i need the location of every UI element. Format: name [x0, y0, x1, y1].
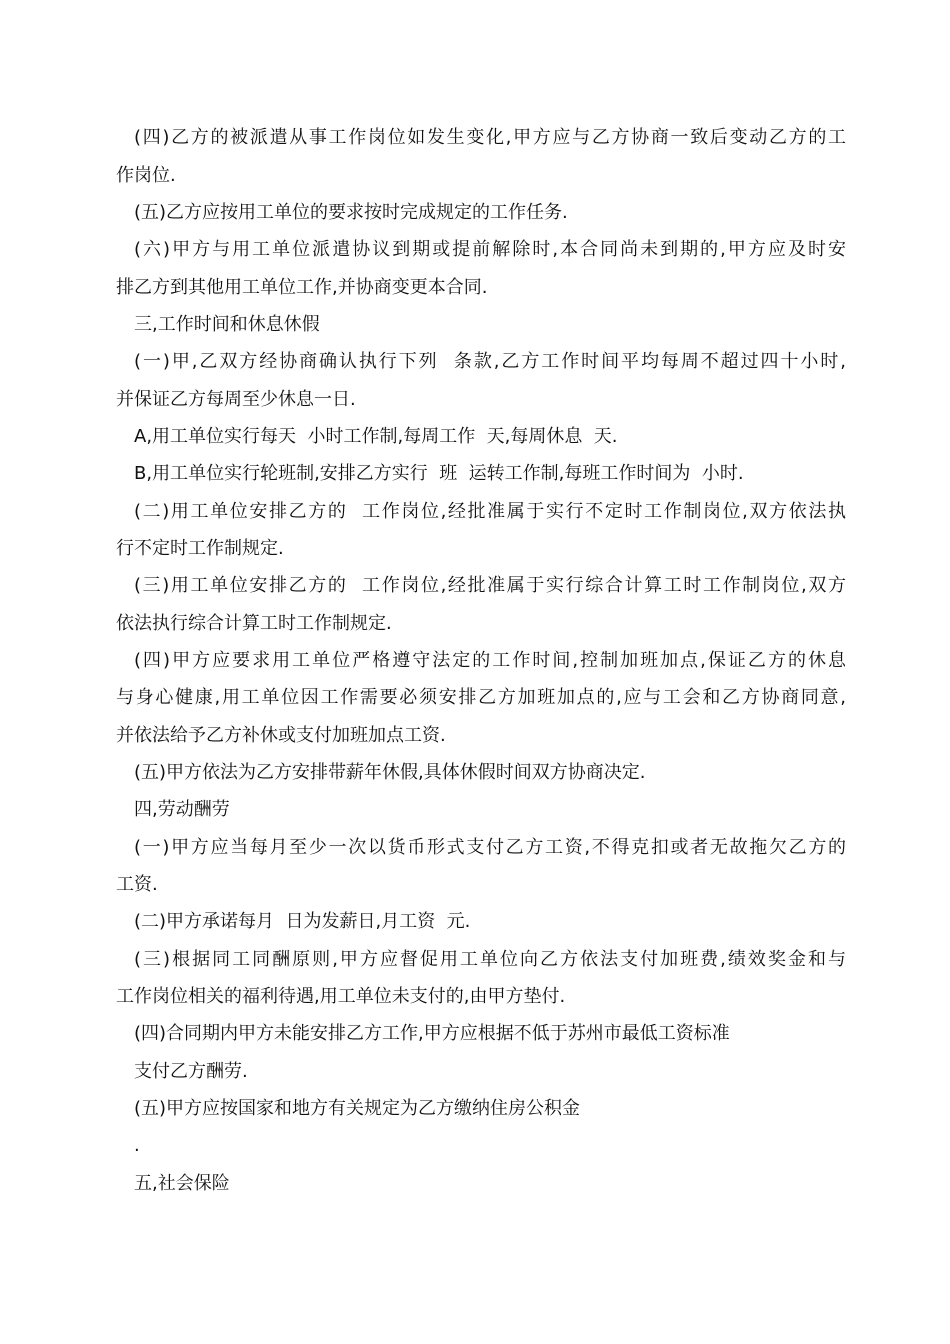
section-heading: 四,劳动酬劳	[134, 799, 230, 820]
text-line: (一)甲方应当每月至少一次以货币形式支付乙方工资,不得克扣或者无故拖欠乙方的	[134, 837, 846, 858]
text-line: 工作岗位相关的福利待遇,用工单位未支付的,由甲方垫付.	[116, 986, 566, 1007]
text-line: (五)乙方应按用工单位的要求按时完成规定的工作任务.	[134, 202, 568, 223]
text-line: 作岗位.	[116, 165, 176, 186]
text-line: (三)用工单位安排乙方的 工作岗位,经批准属于实行综合计算工时工作制岗位,双方	[134, 575, 846, 596]
text-line: (四)甲方应要求用工单位严格遵守法定的工作时间,控制加班加点,保证乙方的休息	[134, 650, 846, 671]
text-line: 并保证乙方每周至少休息一日.	[116, 389, 356, 410]
text-line: 工资.	[116, 874, 158, 895]
section-heading: 三,工作时间和休息休假	[134, 314, 320, 335]
text-line: (四)合同期内甲方未能安排乙方工作,甲方应根据不低于苏州市最低工资标准	[134, 1023, 730, 1044]
text-line: (六)甲方与用工单位派遣协议到期或提前解除时,本合同尚未到期的,甲方应及时安	[134, 239, 846, 260]
text-line: (四)乙方的被派遣从事工作岗位如发生变化,甲方应与乙方协商一致后变动乙方的工	[134, 127, 846, 148]
text-line: (三)根据同工同酬原则,甲方应督促用工单位向乙方依法支付加班费,绩效奖金和与	[134, 949, 846, 970]
text-line: (五)甲方依法为乙方安排带薪年休假,具体休假时间双方协商决定.	[134, 762, 646, 783]
section-heading: 五,社会保险	[134, 1173, 230, 1194]
text-line: .	[134, 1135, 140, 1156]
text-line: (一)甲,乙双方经协商确认执行下列 条款,乙方工作时间平均每周不超过四十小时,	[134, 351, 846, 372]
text-line: 行不定时工作制规定.	[116, 538, 284, 559]
text-line: (二)甲方承诺每月 日为发薪日,月工资 元.	[134, 911, 471, 932]
text-line: (五)甲方应按国家和地方有关规定为乙方缴纳住房公积金	[134, 1098, 581, 1119]
text-line: 支付乙方酬劳.	[134, 1061, 248, 1082]
text-line: 排乙方到其他用工单位工作,并协商变更本合同.	[116, 277, 488, 298]
text-line: (二)用工单位安排乙方的 工作岗位,经批准属于实行不定时工作制岗位,双方依法执	[134, 501, 846, 522]
text-line: A,用工单位实行每天 小时工作制,每周工作 天,每周休息 天.	[134, 426, 618, 447]
text-line: 并依法给予乙方补休或支付加班加点工资.	[116, 725, 446, 746]
text-line: 与身心健康,用工单位因工作需要必须安排乙方加班加点的,应与工会和乙方协商同意,	[116, 687, 846, 708]
text-line: 依法执行综合计算工时工作制规定.	[116, 613, 392, 634]
text-line: B,用工单位实行轮班制,安排乙方实行 班 运转工作制,每班工作时间为 小时.	[134, 463, 744, 484]
